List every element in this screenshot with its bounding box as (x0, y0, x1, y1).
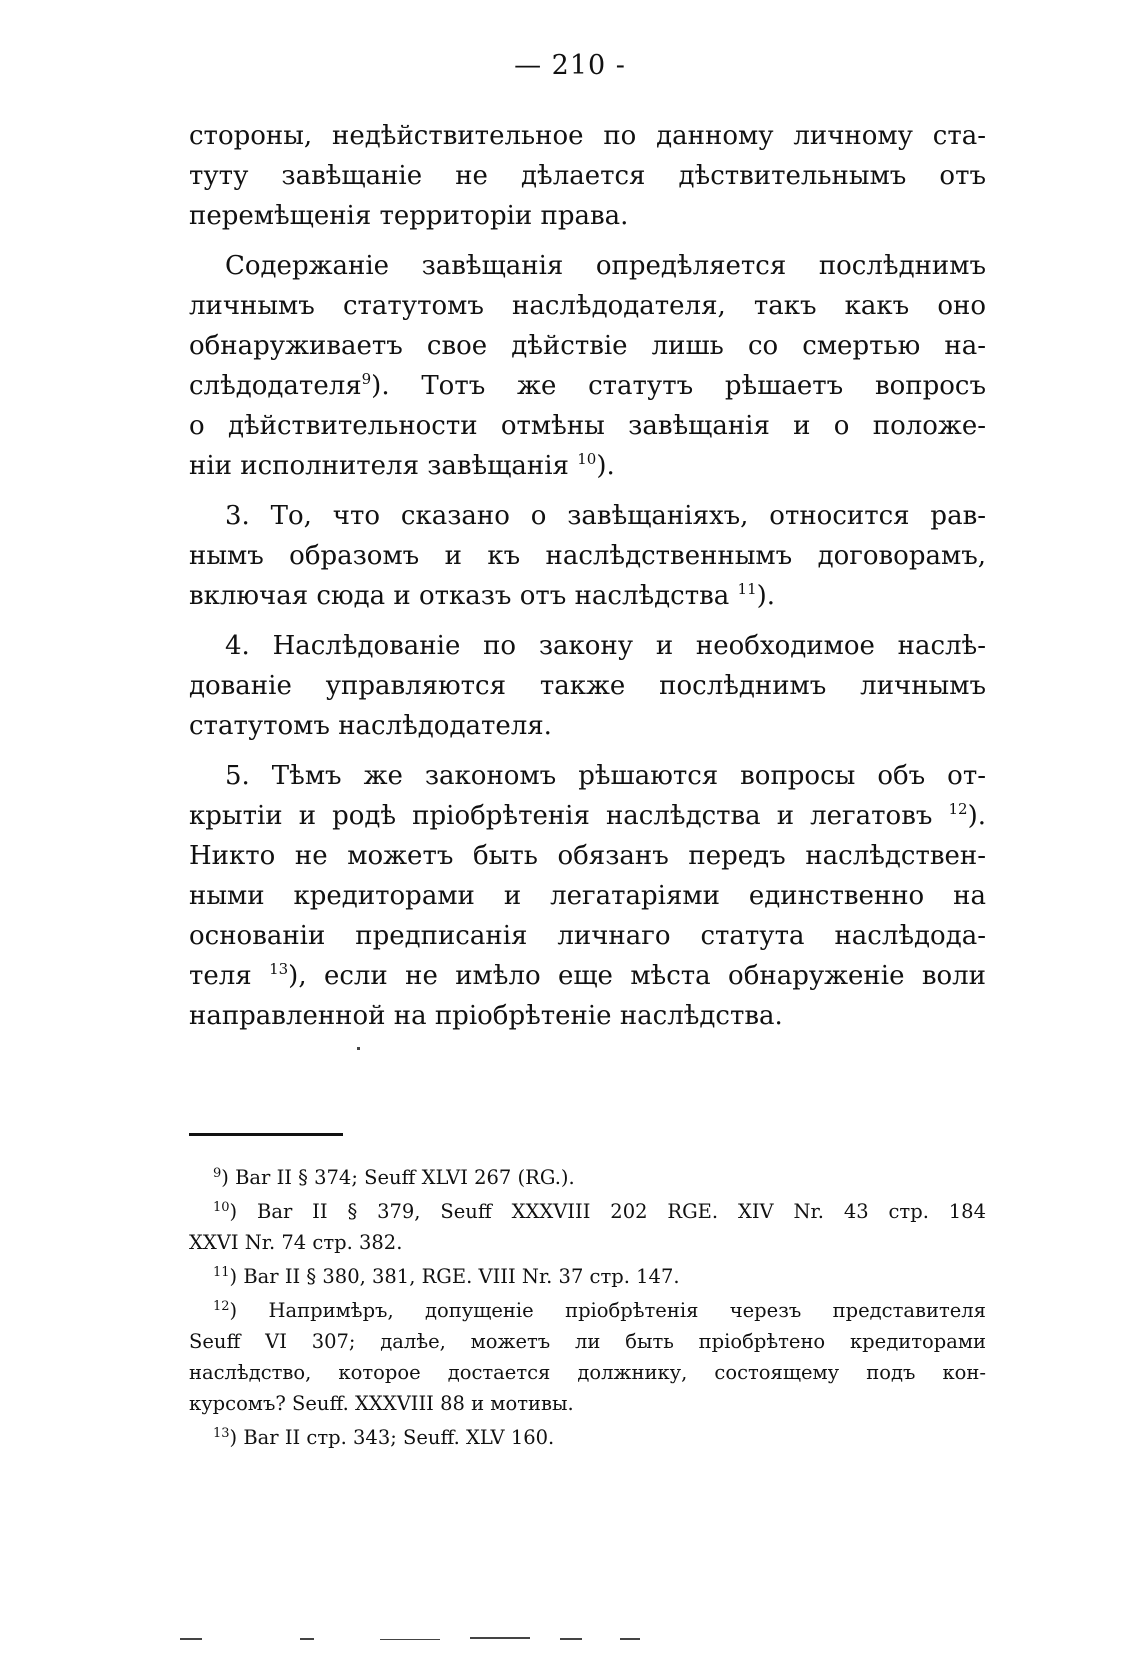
text-line (189, 956, 986, 996)
footnote-line (189, 1261, 986, 1292)
paragraph (189, 756, 986, 1036)
paragraph (189, 626, 986, 746)
text-segment: ) Bar II § 380, 381, RGE. VIII Nr. 37 стр. 147. (229, 1265, 680, 1288)
footnote (189, 1261, 986, 1292)
footnote (189, 1422, 986, 1453)
text-line: нымъ образомъ и къ наслѣдственнымъ договорамъ, (189, 541, 986, 571)
text-segment: ). Тотъ же статутъ рѣшаетъ вопросъ (371, 371, 986, 401)
footnote-line (189, 1162, 986, 1193)
footnotes (189, 1162, 986, 1453)
footnote-ref[interactable]: 10 (577, 450, 597, 468)
footnote-ref[interactable]: 11 (737, 580, 757, 598)
text-segment: включая сюда и отказъ отъ наслѣдства (189, 581, 738, 611)
footnote-line (189, 1295, 986, 1326)
text-segment: ) Bar II § 374; Seuff XLVI 267 (RG.). (221, 1166, 575, 1189)
scan-edge-mark (300, 1638, 314, 1640)
text-segment: теля (189, 961, 270, 991)
text-segment: ніи исполнителя завѣщанія (189, 451, 578, 481)
body-text (189, 116, 986, 1036)
text-line (189, 576, 986, 616)
footnote (189, 1295, 986, 1419)
footnote-marker: 10 (213, 1200, 230, 1215)
text-line: статутомъ наслѣдодателя. (189, 711, 552, 741)
footnote-line: XXVI Nr. 74 стр. 382. (189, 1231, 403, 1254)
footnote (189, 1196, 986, 1258)
text-line (189, 446, 986, 486)
footnote-marker: 12 (213, 1299, 230, 1314)
text-line: Никто не можетъ быть обязанъ передъ наслѣдствен- (189, 841, 986, 871)
text-segment: ). (756, 581, 776, 611)
text-line: 4. Наслѣдованіе по закону и необходимое наслѣ- (225, 631, 986, 661)
text-segment: ) Bar II стр. 343; Seuff. XLV 160. (229, 1426, 555, 1449)
text-segment: ) Напримѣръ, допущеніе пріобрѣтенія черезъ представителя (229, 1299, 986, 1322)
footnote-ref[interactable]: 9 (361, 370, 372, 388)
text-line: стороны, недѣйствительное по данному личному ста- (189, 121, 986, 151)
footnote-line: курсомъ? Seuff. XXXVIII 88 и мотивы. (189, 1392, 574, 1415)
footnote-marker: 11 (213, 1265, 230, 1280)
footnote-marker: 13 (213, 1426, 230, 1441)
text-segment: ), если не имѣло еще мѣста обнаруженіе воли (288, 961, 986, 991)
text-line: личнымъ статутомъ наслѣдодателя, такъ какъ оно (189, 291, 986, 321)
footnote-line (189, 1422, 986, 1453)
scan-edge-mark (620, 1638, 640, 1640)
text-segment: крытіи и родѣ пріобрѣтенія наслѣдства и легатовъ (189, 801, 949, 831)
text-line: обнаруживаетъ свое дѣйствіе лишь со смертью на- (189, 331, 986, 361)
footnote-divider (189, 1133, 343, 1136)
scan-edge-mark (380, 1639, 440, 1640)
text-segment: ). (967, 801, 986, 831)
scan-speck (357, 1047, 360, 1050)
text-line: направленной на пріобрѣтеніе наслѣдства. (189, 1001, 783, 1031)
text-line: Содержаніе завѣщанія опредѣляется послѣднимъ (225, 251, 986, 281)
text-line: ными кредиторами и легатаріями единственно на (189, 881, 986, 911)
paragraph (189, 246, 986, 486)
text-segment: ) Bar II § 379, Seuff XXXVIII 202 RGE. XIV Nr. 43 стр. 184 (229, 1200, 986, 1223)
text-line (189, 796, 986, 836)
footnote-ref[interactable]: 12 (948, 800, 968, 818)
text-line: дованіе управляются также послѣднимъ личнымъ (189, 671, 986, 701)
paragraph (189, 496, 986, 616)
footnote-marker: 9 (213, 1166, 222, 1181)
scan-edge-mark (180, 1638, 202, 1640)
text-line (189, 366, 986, 406)
text-line: 5. Тѣмъ же закономъ рѣшаются вопросы объ от- (225, 761, 986, 791)
footnote (189, 1162, 986, 1193)
footnote-ref[interactable]: 13 (269, 960, 289, 978)
scan-edge-mark (560, 1638, 582, 1640)
text-line: перемѣщенія территоріи права. (189, 201, 629, 231)
text-line: 3. То, что сказано о завѣщаніяхъ, относится рав- (225, 501, 986, 531)
footnote-line: Seuff VI 307; далѣе, можетъ ли быть пріобрѣтено кредиторами (189, 1330, 986, 1353)
text-segment: слѣдодателя (189, 371, 362, 401)
text-line: основаніи предписанія личнаго статута наслѣдода- (189, 921, 986, 951)
scan-edge-mark (470, 1637, 530, 1639)
footnote-line (189, 1196, 986, 1227)
text-line: о дѣйствительности отмѣны завѣщанія и о положе- (189, 411, 986, 441)
paragraph (189, 116, 986, 236)
page-number: — 210 - (514, 50, 626, 81)
text-segment: ). (596, 451, 615, 481)
footnote-line: наслѣдство, которое достается должнику, состоящему подъ кон- (189, 1361, 986, 1384)
text-line: туту завѣщаніе не дѣлается дѣствительнымъ отъ (189, 161, 986, 191)
